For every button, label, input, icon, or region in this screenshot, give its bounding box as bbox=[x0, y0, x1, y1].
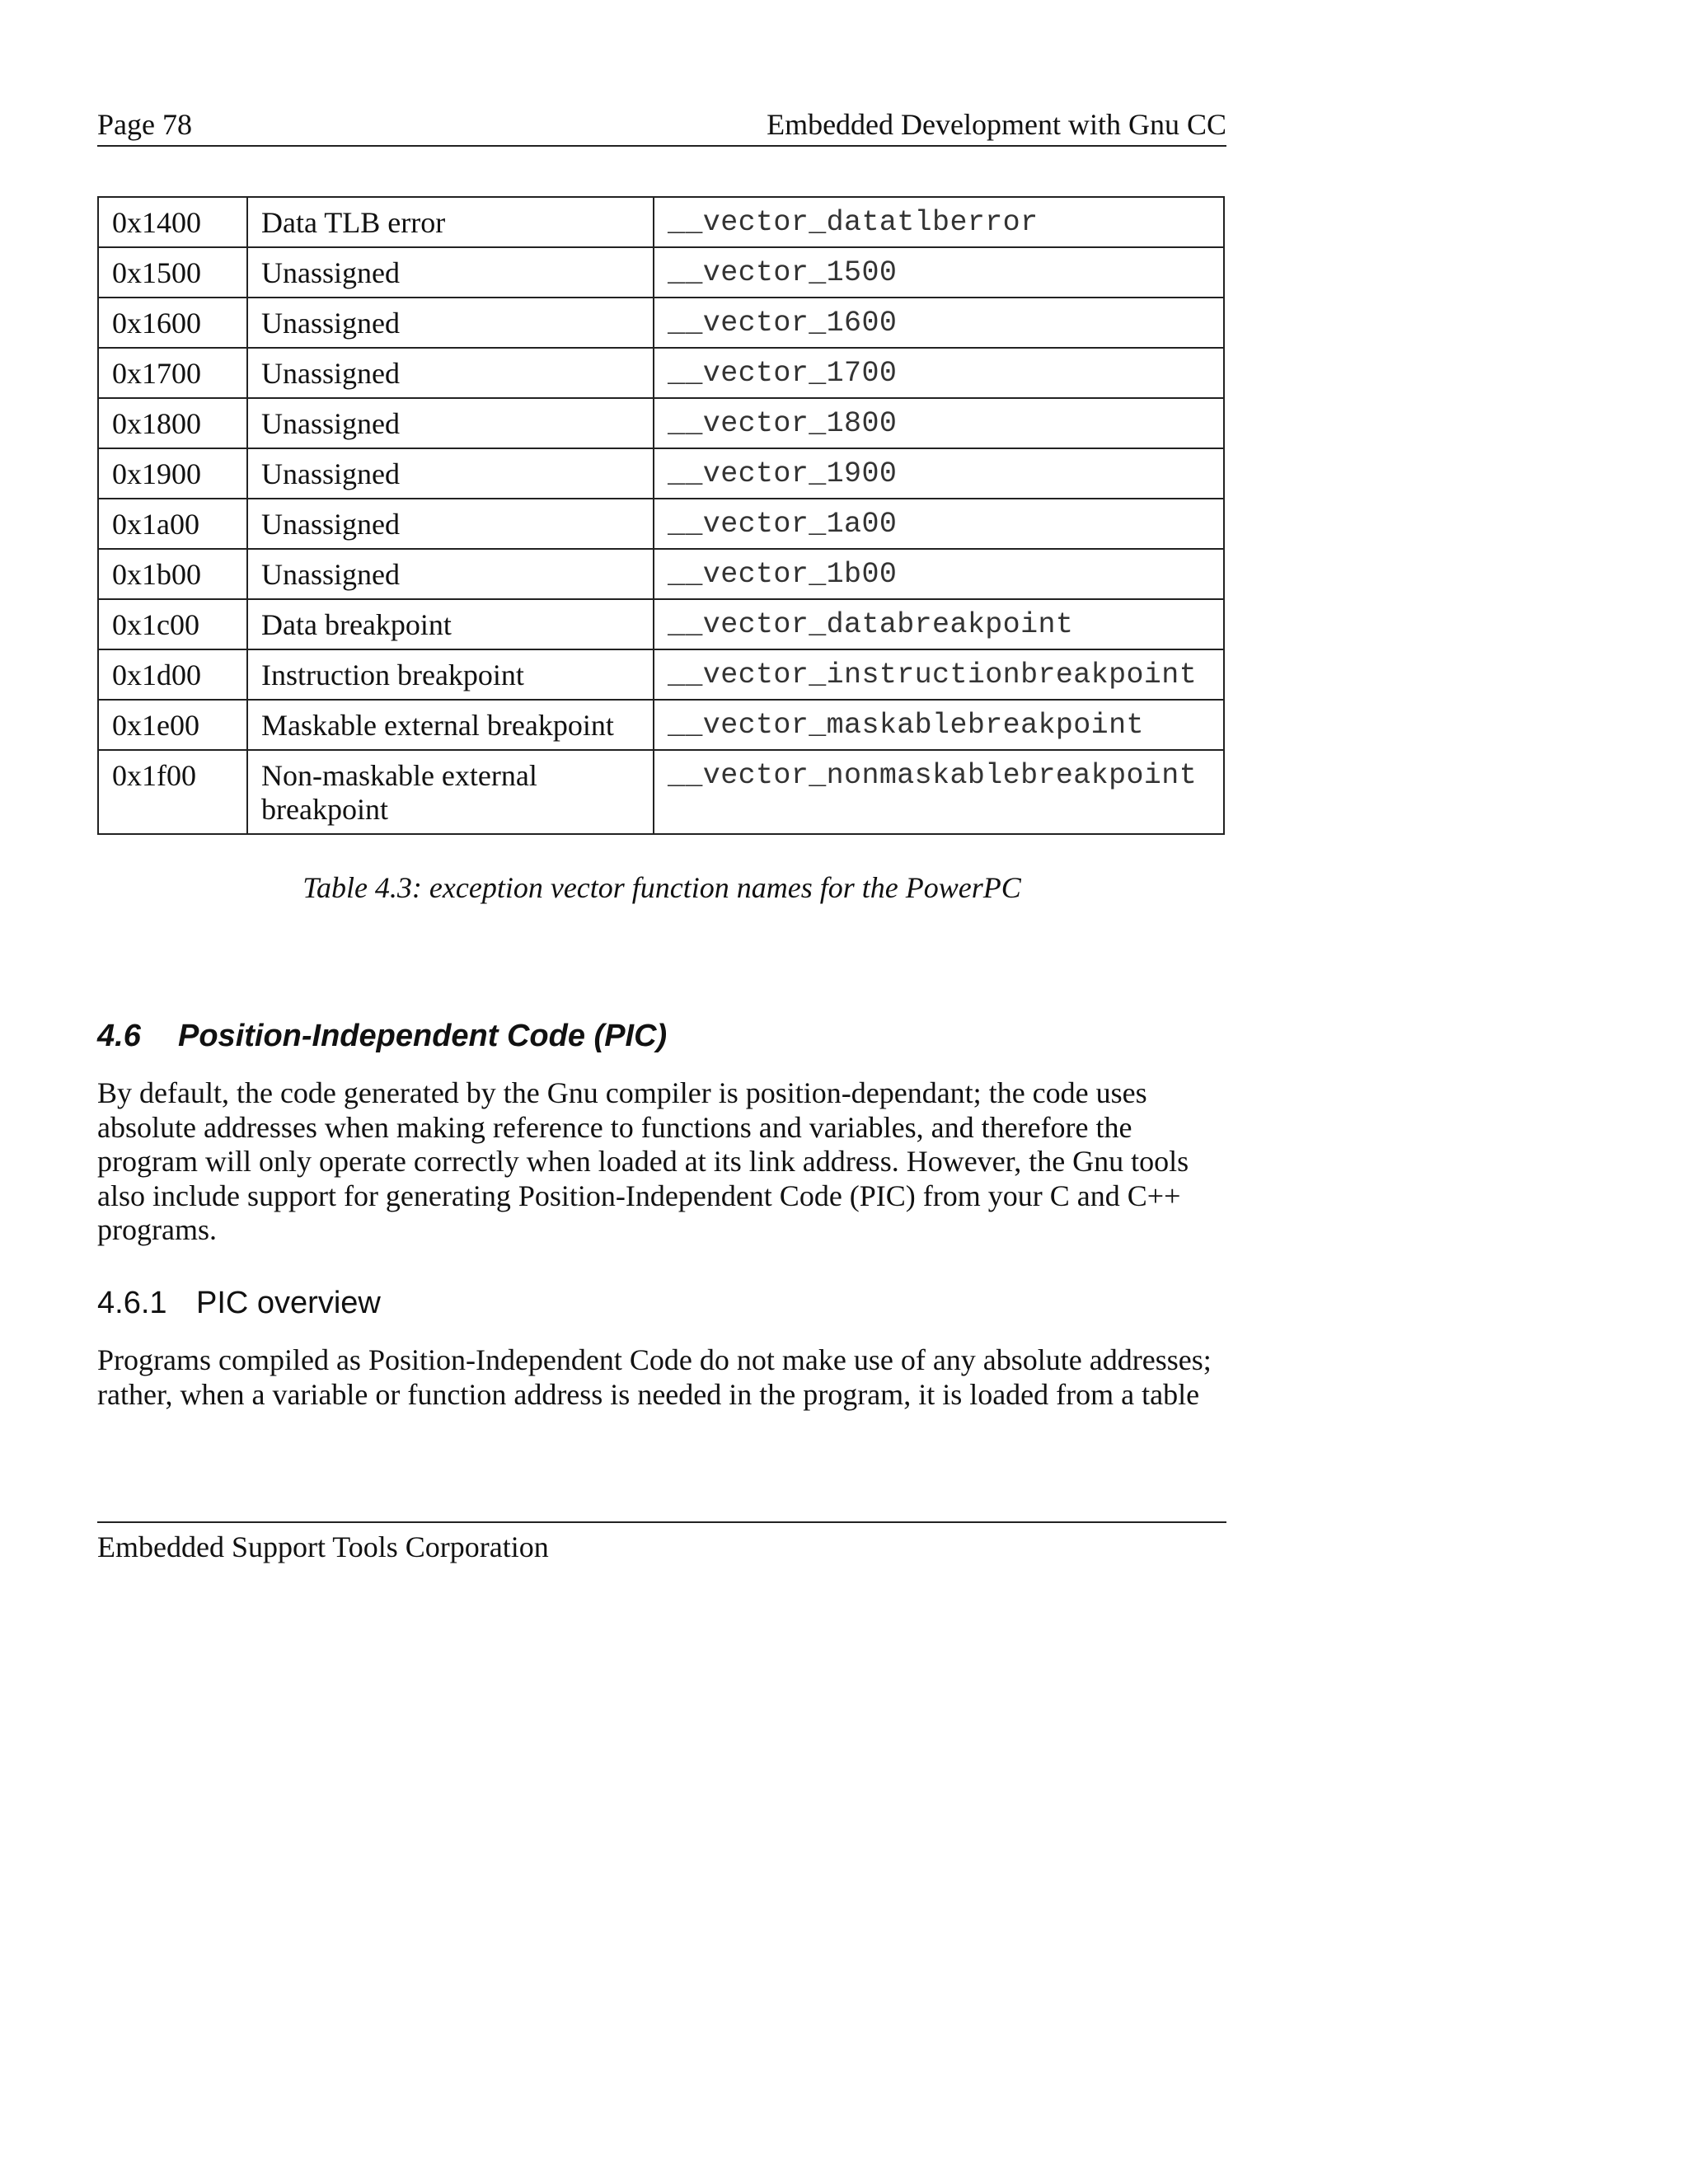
table-body bbox=[98, 197, 1224, 834]
table-row bbox=[98, 649, 1224, 700]
vector-function-name-cell: __vector_1700 bbox=[654, 348, 1224, 398]
table-row bbox=[98, 599, 1224, 649]
vector-description-cell: Maskable external breakpoint bbox=[247, 700, 654, 750]
table-row bbox=[98, 549, 1224, 599]
subsection-title: PIC overview bbox=[196, 1286, 381, 1320]
vector-function-name-cell: __vector_1800 bbox=[654, 398, 1224, 448]
section-number: 4.6 bbox=[97, 1019, 141, 1053]
vector-function-name-cell: __vector_1500 bbox=[654, 247, 1224, 298]
vector-description-cell: Unassigned bbox=[247, 398, 654, 448]
vector-offset-cell: 0x1f00 bbox=[98, 750, 247, 834]
section-title: Position-Independent Code (PIC) bbox=[178, 1019, 668, 1053]
vector-description-cell: Data TLB error bbox=[247, 197, 654, 247]
section-paragraph: By default, the code generated by the Gnu compiler is position-dependant; the code uses absolute addresses when making reference to functions and variables, and therefore the program will only operate correctly when loaded at its link address. However, the Gnu tools also include support for generating Position-Independent Code (PIC) from your C and C++ programs. bbox=[97, 1076, 1189, 1246]
vector-offset-cell: 0x1700 bbox=[98, 348, 247, 398]
book-title: Embedded Development with Gnu CC bbox=[767, 108, 1226, 141]
table-row bbox=[98, 298, 1224, 348]
subsection-paragraph: Programs compiled as Position-Independent Code do not make use of any absolute addresses; rather, when a variable or function address is needed in the program, it is loaded from a table bbox=[97, 1343, 1212, 1411]
vector-offset-cell: 0x1e00 bbox=[98, 700, 247, 750]
vector-description-cell: Unassigned bbox=[247, 549, 654, 599]
vector-function-name-cell: __vector_maskablebreakpoint bbox=[654, 700, 1224, 750]
table-row bbox=[98, 348, 1224, 398]
vector-offset-cell: 0x1a00 bbox=[98, 499, 247, 549]
table-row bbox=[98, 750, 1224, 834]
vector-offset-cell: 0x1d00 bbox=[98, 649, 247, 700]
table-row bbox=[98, 448, 1224, 499]
vector-function-name-cell: __vector_databreakpoint bbox=[654, 599, 1224, 649]
vector-description-cell: Unassigned bbox=[247, 348, 654, 398]
subsection-heading bbox=[97, 1286, 381, 1321]
table-row bbox=[98, 499, 1224, 549]
vector-description-cell: Unassigned bbox=[247, 298, 654, 348]
vector-offset-cell: 0x1400 bbox=[98, 197, 247, 247]
subsection-number: 4.6.1 bbox=[97, 1286, 167, 1320]
vector-function-name-cell: __vector_1900 bbox=[654, 448, 1224, 499]
vector-description-cell: Data breakpoint bbox=[247, 599, 654, 649]
vector-function-name-cell: __vector_1600 bbox=[654, 298, 1224, 348]
vector-function-name-cell: __vector_nonmaskablebreakpoint bbox=[654, 750, 1224, 834]
vector-function-name-cell: __vector_datatlberror bbox=[654, 197, 1224, 247]
footer-company: Embedded Support Tools Corporation bbox=[97, 1530, 549, 1563]
page-number: Page 78 bbox=[97, 108, 192, 141]
vector-description-cell: Unassigned bbox=[247, 247, 654, 298]
table-caption: Table 4.3: exception vector function names for the PowerPC bbox=[302, 871, 1021, 904]
table-row bbox=[98, 247, 1224, 298]
vector-function-name-cell: __vector_1a00 bbox=[654, 499, 1224, 549]
section-heading bbox=[97, 1019, 667, 1054]
vector-offset-cell: 0x1900 bbox=[98, 448, 247, 499]
vector-description-cell: Unassigned bbox=[247, 499, 654, 549]
vector-offset-cell: 0x1c00 bbox=[98, 599, 247, 649]
vector-offset-cell: 0x1b00 bbox=[98, 549, 247, 599]
vector-description-cell: Instruction breakpoint bbox=[247, 649, 654, 700]
vector-offset-cell: 0x1800 bbox=[98, 398, 247, 448]
vector-offset-cell: 0x1500 bbox=[98, 247, 247, 298]
vector-offset-cell: 0x1600 bbox=[98, 298, 247, 348]
table-row bbox=[98, 197, 1224, 247]
page-header bbox=[97, 105, 1226, 147]
vector-function-name-cell: __vector_1b00 bbox=[654, 549, 1224, 599]
vector-function-name-cell: __vector_instructionbreakpoint bbox=[654, 649, 1224, 700]
exception-vector-table bbox=[97, 196, 1225, 835]
vector-description-cell: Non-maskable external breakpoint bbox=[247, 750, 654, 834]
page-footer bbox=[97, 1521, 1226, 1564]
vector-description-cell: Unassigned bbox=[247, 448, 654, 499]
table-row bbox=[98, 700, 1224, 750]
table-row bbox=[98, 398, 1224, 448]
